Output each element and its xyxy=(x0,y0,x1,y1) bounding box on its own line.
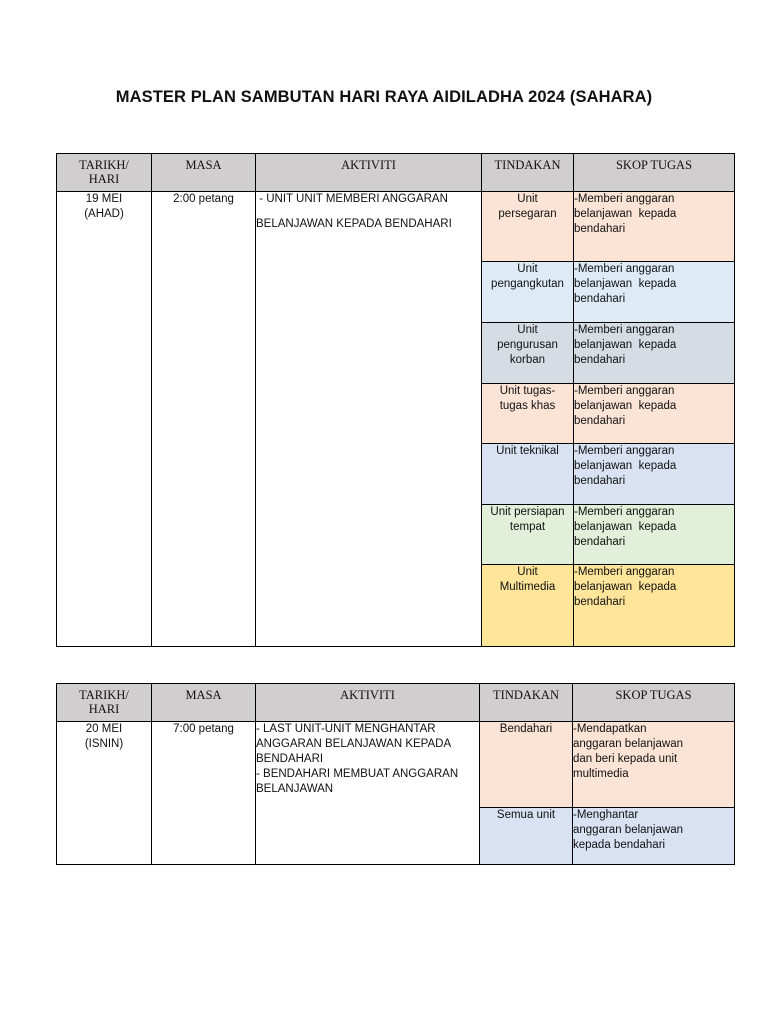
activity-cell xyxy=(256,192,482,647)
plan-table-20-mei xyxy=(56,683,735,865)
document-title: MASTER PLAN SAMBUTAN HARI RAYA AIDILADHA 2024 (SAHARA) xyxy=(115,88,653,106)
table-header-row xyxy=(57,684,735,722)
tindakan-cell xyxy=(482,505,574,565)
skop-line: bendahari xyxy=(574,596,626,608)
header-tarikh-line2: HARI xyxy=(88,702,120,716)
activity-cell xyxy=(256,722,480,865)
date-cell xyxy=(57,722,152,865)
header-tarikh-line1: TARIKH/ xyxy=(79,158,129,172)
header-tindakan: TINDAKAN xyxy=(482,154,574,192)
skop-line: belanjawan kepada xyxy=(574,278,677,290)
header-aktiviti: AKTIVITI xyxy=(256,154,482,192)
tindakan-cell xyxy=(482,384,574,444)
skop-cell xyxy=(574,323,735,384)
tindakan-line: pengurusan xyxy=(497,339,558,351)
skop-cell xyxy=(573,808,735,865)
skop-line: bendahari xyxy=(574,354,626,366)
skop-cell xyxy=(574,444,735,505)
skop-line: -Memberi anggaran xyxy=(574,506,675,518)
skop-line: -Memberi anggaran xyxy=(574,193,675,205)
tindakan-line: korban xyxy=(509,354,546,366)
header-tarikh xyxy=(57,684,152,722)
tindakan-line: Unit xyxy=(517,193,538,205)
tindakan-line: tugas khas xyxy=(499,400,556,412)
tindakan-cell xyxy=(482,565,574,647)
skop-cell xyxy=(574,565,735,647)
tindakan-line: Unit persiapan xyxy=(490,506,565,518)
date-line: 19 MEI xyxy=(85,193,123,205)
tindakan-line: Unit xyxy=(517,566,538,578)
skop-line: bendahari xyxy=(574,415,626,427)
skop-line: anggaran belanjawan xyxy=(573,738,683,750)
table-row xyxy=(57,722,735,808)
skop-line: -Memberi anggaran xyxy=(574,445,675,457)
activity-line: BELANJAWAN KEPADA BENDAHARI xyxy=(256,218,452,230)
header-tarikh-line2: HARI xyxy=(88,172,120,186)
tindakan-line: Bendahari xyxy=(499,723,553,735)
skop-line: bendahari xyxy=(574,223,626,235)
day-line: (ISNIN) xyxy=(84,738,124,750)
time-cell: 2:00 petang xyxy=(152,192,256,647)
tindakan-cell xyxy=(482,192,574,262)
activity-line: - UNIT UNIT MEMBERI ANGGARAN xyxy=(256,193,448,205)
skop-line: bendahari xyxy=(574,293,626,305)
skop-line: belanjawan kepada xyxy=(574,581,677,593)
header-tarikh-line1: TARIKH/ xyxy=(79,688,129,702)
tindakan-line: Unit xyxy=(517,263,538,275)
table-header-row xyxy=(57,154,735,192)
table-row xyxy=(57,192,735,262)
tindakan-cell xyxy=(482,323,574,384)
activity-line: BENDAHARI xyxy=(256,753,324,765)
activity-line: BELANJAWAN xyxy=(256,783,334,795)
header-skop: SKOP TUGAS xyxy=(574,154,735,192)
skop-cell xyxy=(574,505,735,565)
day-line: (AHAD) xyxy=(84,208,124,220)
activity-line: ANGGARAN BELANJAWAN KEPADA xyxy=(256,738,452,750)
header-masa: MASA xyxy=(152,154,256,192)
tindakan-line: Unit teknikal xyxy=(496,445,559,457)
skop-line: -Memberi anggaran xyxy=(574,324,675,336)
skop-cell xyxy=(574,384,735,444)
tindakan-cell xyxy=(482,262,574,323)
header-masa: MASA xyxy=(152,684,256,722)
skop-line: belanjawan kepada xyxy=(574,400,677,412)
skop-line: belanjawan kepada xyxy=(574,521,677,533)
header-skop: SKOP TUGAS xyxy=(573,684,735,722)
skop-line: -Mendapatkan xyxy=(573,723,647,735)
skop-line: dan beri kepada unit xyxy=(573,753,678,765)
header-tindakan: TINDAKAN xyxy=(480,684,573,722)
tindakan-line: Multimedia xyxy=(499,581,556,593)
activity-line: - LAST UNIT-UNIT MENGHANTAR xyxy=(256,723,436,735)
skop-line: -Memberi anggaran xyxy=(574,566,675,578)
skop-line: anggaran belanjawan xyxy=(573,824,683,836)
skop-cell xyxy=(574,262,735,323)
skop-line: belanjawan kepada xyxy=(574,208,677,220)
tindakan-line: pengangkutan xyxy=(491,278,564,290)
skop-cell xyxy=(573,722,735,808)
date-line: 20 MEI xyxy=(85,723,123,735)
skop-line: -Menghantar xyxy=(573,809,639,821)
time-cell: 7:00 petang xyxy=(152,722,256,865)
tindakan-line: Unit tugas- xyxy=(499,385,556,397)
skop-line: -Memberi anggaran xyxy=(574,263,675,275)
tindakan-cell xyxy=(480,808,573,865)
tindakan-line: persegaran xyxy=(498,208,557,220)
skop-line: bendahari xyxy=(574,536,626,548)
skop-line: -Memberi anggaran xyxy=(574,385,675,397)
skop-line: multimedia xyxy=(573,768,629,780)
header-tarikh xyxy=(57,154,152,192)
skop-line: belanjawan kepada xyxy=(574,339,677,351)
tindakan-cell xyxy=(482,444,574,505)
date-cell xyxy=(57,192,152,647)
skop-line: kepada bendahari xyxy=(573,839,666,851)
skop-line: belanjawan kepada xyxy=(574,460,677,472)
activity-line: - BENDAHARI MEMBUAT ANGGARAN xyxy=(256,768,459,780)
tindakan-line: tempat xyxy=(509,521,546,533)
tindakan-line: Unit xyxy=(517,324,538,336)
header-aktiviti: AKTIVITI xyxy=(256,684,480,722)
tindakan-cell xyxy=(480,722,573,808)
tindakan-line: Semua unit xyxy=(496,809,556,821)
skop-line: bendahari xyxy=(574,475,626,487)
skop-cell xyxy=(574,192,735,262)
plan-table-19-mei xyxy=(56,153,735,647)
